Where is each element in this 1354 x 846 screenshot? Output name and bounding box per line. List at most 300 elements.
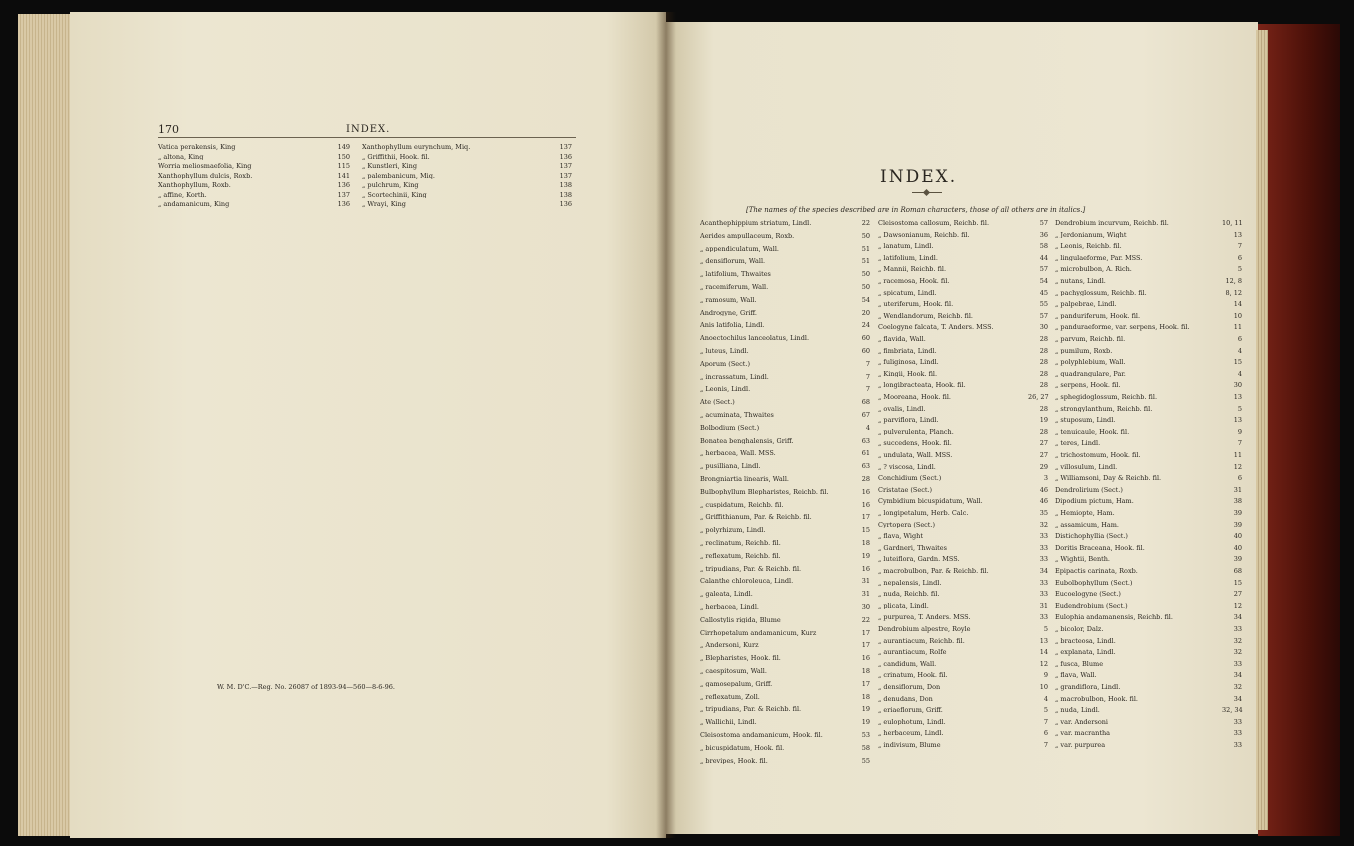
index-entry-name: „ pusilliana, Lindl. [700,463,761,470]
index-entry [700,578,870,585]
header-rule [158,137,576,138]
index-entry-page: 40 [1233,543,1242,552]
index-entry-page: 4 [1237,369,1242,378]
index-entry-name: „ ramosum, Wall. [700,296,757,304]
index-entry [878,638,1048,645]
index-entry-page: 16 [861,654,870,663]
index-entry [878,580,1048,587]
index-entry [878,429,1048,436]
index-entry-page: 28 [1039,381,1048,390]
index-entry [700,425,870,432]
index-entry-name: „ uteriferum, Hook. fil. [878,301,954,308]
index-entry-name: „ reflexatum, Reichb. fil. [700,552,781,560]
left-page-header: INDEX. [346,124,391,135]
index-entry-name: Eubolbophyllum (Sect.) [1055,579,1133,587]
index-entry-page: 28 [1039,369,1048,378]
index-entry [700,412,870,419]
index-entry-page: 150 [337,152,350,161]
index-entry-page: 10 [1233,311,1242,320]
index-entry [700,220,870,227]
index-entry-page: 31 [861,590,870,599]
index-entry [878,591,1048,598]
index-entry-page: 27 [1039,451,1048,459]
index-entry [700,642,870,649]
index-entry-page: 28 [1039,335,1048,343]
index-entry-page: 3 [1043,474,1048,483]
index-entry-page: 7 [865,385,870,394]
index-entry-page: 18 [861,539,870,547]
index-entry-name: „ eriaeflorum, Griff. [878,707,943,714]
index-entry [878,266,1048,273]
index-entry [1055,359,1242,366]
index-entry-name: Xanthophyllum dulcis, Roxb. [158,172,253,179]
index-entry-page: 11 [1233,323,1242,332]
index-entry [878,406,1048,413]
index-entry-page: 32 [1039,520,1048,529]
index-entry-page: 34 [1233,613,1242,622]
index-entry [700,450,870,457]
index-entry [878,336,1048,343]
book-edge-left [18,14,78,836]
index-entry-name: „ tenuicaule, Hook. fil. [1055,428,1130,436]
index-entry [1055,348,1242,355]
index-entry [700,438,870,445]
index-entry [700,386,870,393]
index-entry-name: „ andamanicum, King [158,201,230,208]
index-entry [878,290,1048,297]
index-entry [1055,220,1242,227]
index-entry [700,335,870,342]
index-entry-page: 32, 34 [1222,706,1243,715]
index-entry-page: 14 [1039,648,1048,657]
index-entry-name: „ palembanicum, Miq. [362,172,435,179]
index-entry-name: „ flava, Wall. [1055,672,1097,679]
index-entry-page: 8, 12 [1225,288,1242,297]
index-entry-name: „ bicuspidatum, Hook. fil. [700,744,785,752]
index-entry [1055,672,1242,679]
index-entry-page: 19 [861,705,870,714]
index-entry [158,163,350,170]
index-entry-page: 137 [337,190,350,199]
index-entry-name: „ pumilum, Roxb. [1055,347,1113,355]
index-entry-name: Calanthe chloroleuca, Lindl. [700,578,794,585]
index-entry-name: Cyrtopera (Sect.) [878,521,936,529]
index-entry-name: Anis latifolia, Lindl. [700,322,765,329]
index-entry [878,382,1048,389]
index-entry-page: 50 [861,231,870,240]
index-entry [1055,661,1242,668]
index-entry-name: „ lanatum, Lindl. [878,243,934,250]
index-entry [700,463,870,470]
index-entry [700,566,870,573]
index-entry [878,417,1048,424]
index-entry-name: Dendrolirium (Sect.) [1055,486,1123,494]
index-entry-page: 32 [1233,683,1242,691]
index-entry-name: „ Griffithianum, Par. & Reichb. fil. [700,514,812,521]
index-entry-page: 60 [861,347,870,355]
index-entry-name: Aporum (Sect.) [700,360,750,368]
index-entry [700,655,870,662]
index-entry-page: 54 [1039,277,1048,285]
index-entry [1055,278,1242,285]
index-entry-name: „ acuminata, Thwaites [700,412,774,419]
index-entry-name: Eudendrobium (Sect.) [1055,602,1128,610]
index-entry-name: „ Kingii, Hook. fil. [878,370,938,378]
index-entry-name: Coelogyne falcata, T. Anders. MSS. [878,324,994,331]
index-entry-page: 7 [865,372,870,381]
index-entry [362,192,572,199]
index-entry-page: 24 [861,321,870,330]
index-entry [1055,301,1242,308]
index-entry [1055,614,1242,621]
index-entry-name: „ fimbriata, Lindl. [878,347,937,355]
index-entry-name: „ pulverulenta, Planch. [878,428,954,436]
index-entry [362,173,572,180]
index-entry-name: Acanthephippium striatum, Lindl. [700,220,812,227]
index-entry-name: „ brevipes, Hook. fil. [700,757,768,765]
index-entry-page: 19 [861,718,870,727]
index-entry [1055,417,1242,424]
index-entry-page: 50 [861,283,870,291]
index-entry-page: 33 [1039,543,1048,552]
index-entry-name: „ Dawsonianum, Reichb. fil. [878,231,970,239]
index-entry [700,540,870,547]
index-entry-page: 67 [861,411,870,419]
index-entry-name: „ villosulum, Lindl. [1055,463,1118,471]
index-entry-page: 13 [1233,416,1242,425]
index-entry [700,348,870,355]
index-entry-page: 61 [861,449,870,458]
index-entry-name: „ candidum, Wall. [878,660,937,668]
index-entry-page: 12 [1039,659,1048,668]
index-entry-name: Eucoelogyne (Sect.) [1055,591,1121,598]
index-entry [362,201,572,208]
index-entry-name: „ latifolium, Lindl. [878,254,938,262]
index-entry [700,591,870,598]
index-entry-name: „ trichostomum, Hook. fil. [1055,452,1141,459]
index-entry-page: 10 [1039,683,1048,691]
index-entry [1055,638,1242,645]
index-entry [878,626,1048,633]
index-entry-page: 57 [1039,219,1048,227]
index-entry-page: 15 [1233,358,1242,367]
index-entry-name: „ galeata, Lindl. [700,591,753,598]
index-entry-page: 15 [1233,578,1242,587]
index-entry-page: 4 [1237,346,1242,355]
index-entry-name: „ reclinatum, Reichb. fil. [700,540,781,547]
index-entry-name: Epipactis carinata, Roxb. [1055,568,1138,575]
index-entry-name: Cleisostoma andamanicum, Hook. fil. [700,732,823,739]
index-entry-page: 7 [1237,439,1242,448]
index-entry [1055,498,1242,505]
index-entry-page: 20 [861,308,870,317]
index-entry [878,498,1048,505]
index-entry [700,719,870,726]
index-entry-page: 12, 8 [1225,277,1242,285]
index-entry-name: „ racemosa, Hook. fil. [878,278,950,285]
index-entry-name: Cleisostoma callosum, Reichb. fil. [878,220,990,227]
index-entry [878,661,1048,668]
index-entry [700,502,870,509]
index-entry-page: 18 [861,667,870,675]
index-entry [700,553,870,560]
index-entry-name: Doritis Braceana, Hook. fil. [1055,544,1145,552]
index-entry [1055,533,1242,540]
index-entry [700,745,870,752]
index-entry-name: „ Leonis, Lindl. [700,386,751,393]
index-entry-page: 30 [861,603,870,611]
index-entry-name: „ ovalis, Lindl. [878,405,926,413]
index-entry-page: 60 [861,334,870,343]
index-entry [158,192,350,199]
index-entry-page: 32 [1233,636,1242,645]
index-entry-page: 40 [1233,532,1242,541]
index-entry-name: „ Mannii, Reichb. fil. [878,266,947,273]
index-entry-page: 136 [559,200,572,208]
index-entry-page: 137 [559,143,572,151]
index-entry [878,730,1048,737]
index-entry-page: 28 [861,475,870,483]
index-entry-name: „ Wrayi, King [362,201,406,208]
index-entry [878,522,1048,529]
index-entry-name: „ lingulaeforme, Par. MSS. [1055,254,1143,262]
index-entry [700,706,870,713]
index-entry-name: „ herbaceum, Lindl. [878,730,944,737]
index-entry [1055,475,1242,482]
index-entry-name: Xanthophyllum eurynchum, Miq. [362,144,471,151]
index-entry [878,556,1048,563]
index-entry-name: „ var. purpurea [1055,742,1106,749]
index-entry-page: 12 [1233,462,1242,471]
index-entry-name: „ Scortechinii, King [362,191,427,198]
index-entry-page: 12 [1233,601,1242,610]
index-entry-name: Callostylis rigida, Blume [700,616,781,624]
index-entry-page: 51 [861,257,870,266]
printer-imprint: W. M. D'C.—Reg. No. 26087 of 1893-94—560—8-6-96. [217,683,395,691]
index-entry [1055,696,1242,703]
index-entry-page: 44 [1039,253,1048,262]
index-entry [158,201,350,208]
index-entry [878,707,1048,714]
index-entry-page: 30 [1233,381,1242,390]
index-entry-page: 31 [1233,485,1242,494]
index-entry [1055,568,1242,575]
index-entry [700,322,870,329]
index-entry-page: 11 [1233,451,1242,459]
index-entry-page: 22 [861,219,870,227]
index-entry-page: 137 [559,162,572,170]
index-entry-page: 57 [1039,265,1048,274]
index-entry-page: 6 [1043,729,1048,738]
index-entry-page: 46 [1039,497,1048,506]
index-entry-page: 17 [861,513,870,522]
index-entry-page: 5 [1043,706,1048,715]
index-entry-page: 46 [1039,485,1048,494]
index-entry [1055,510,1242,517]
index-entry-name: „ strongylanthum, Reichb. fil. [1055,405,1153,413]
index-entry [878,255,1048,262]
index-entry-page: 5 [1043,625,1048,633]
index-entry-name: „ luteiflora, Gardn. MSS. [878,556,960,563]
index-entry-name: „ aurantiacum, Reichb. fil. [878,637,965,645]
index-entry [878,394,1048,401]
index-entry-page: 33 [1039,590,1048,599]
index-entry [878,719,1048,726]
index-entry-name: „ var. Andersoni [1055,718,1109,726]
index-entry-name: „ macrobulbon, Par. & Reichb. fil. [878,568,989,575]
index-entry-name: „ Gardneri, Thwaites [878,544,947,552]
index-entry [1055,406,1242,413]
index-entry-name: Bonatea benghalensis, Griff. [700,437,794,445]
index-entry [878,545,1048,552]
index-entry-name: „ luteus, Lindl. [700,348,749,355]
index-entry-name: „ sphegidoglossum, Reichb. fil. [1055,394,1158,401]
index-note: [The names of the species described are in Roman characters, those of all others are in italics.] [746,206,1086,214]
index-entry [878,603,1048,610]
index-entry [1055,290,1242,297]
index-entry [878,440,1048,447]
index-entry-page: 33 [1233,741,1242,749]
page-number: 170 [158,123,179,136]
index-entry [1055,626,1242,633]
index-entry-page: 17 [861,641,870,650]
index-entry-name: „ tripudians, Par. & Reichb. fil. [700,706,802,713]
index-entry-name: „ plicata, Lindl. [878,602,929,610]
index-entry-page: 5 [1237,265,1242,274]
index-entry-name: „ explanata, Lindl. [1055,649,1116,656]
index-entry [1055,243,1242,250]
index-entry-page: 39 [1233,555,1242,564]
index-entry [700,310,870,317]
index-entry-name: Aerides ampullaceum, Roxb. [700,232,795,240]
index-entry-page: 68 [861,398,870,407]
index-entry [700,758,870,765]
index-entry [1055,266,1242,273]
index-entry-name: „ Wendlandorum, Reichb. fil. [878,312,974,320]
index-entry [1055,707,1242,714]
index-entry-name: „ purpurea, T. Anders. MSS. [878,614,971,621]
index-entry-name: „ flavida, Wall. [878,336,926,343]
index-entry-name: „ fuliginosa, Lindl. [878,359,939,366]
index-entry-page: 63 [861,462,870,471]
index-entry [700,514,870,521]
index-entry-name: Brongniartia linearis, Wall. [700,476,789,483]
index-entry [1055,742,1242,749]
index-entry-page: 16 [861,487,870,496]
index-entry [1055,603,1242,610]
index-entry-name: „ nuda, Lindl. [1055,707,1100,714]
index-entry [700,694,870,701]
index-entry-page: 9 [1237,427,1242,436]
index-entry [1055,522,1242,529]
index-entry-page: 33 [1233,625,1242,633]
index-entry [1055,730,1242,737]
index-entry [700,399,870,406]
index-entry-page: 33 [1039,555,1048,564]
index-entry-page: 136 [337,200,350,208]
index-entry [700,732,870,739]
index-entry [700,233,870,240]
index-entry-page: 28 [1039,346,1048,355]
index-entry-name: Dendrobium incurvum, Reichb. fil. [1055,220,1169,227]
index-entry-name: „ affine, Korth. [158,191,207,198]
index-entry [700,258,870,265]
index-entry [158,154,350,161]
index-entry-page: 31 [1039,601,1048,610]
index-entry-name: „ nuda, Reichb. fil. [878,591,940,598]
index-entry-page: 5 [1237,404,1242,413]
index-entry-name: „ longibracteata, Hook. fil. [878,382,966,389]
index-entry-page: 15 [861,526,870,535]
index-entry-page: 7 [1237,242,1242,251]
index-entry-page: 33 [1233,717,1242,726]
index-entry [878,742,1048,749]
index-entry-page: 53 [861,731,870,739]
index-entry-name: Anoectochilus lanceolatus, Lindl. [700,335,810,342]
index-entry-name: Dipodium pictum, Ham. [1055,498,1134,505]
index-entry [1055,464,1242,471]
index-entry [878,359,1048,366]
index-entry [1055,649,1242,656]
index-entry-name: Dendrobium alpestre, Royle [878,626,971,633]
index-entry-page: 68 [1233,567,1242,575]
index-entry-page: 17 [861,679,870,688]
index-entry [878,672,1048,679]
index-entry-name: „ racemiferum, Wall. [700,284,769,291]
index-entry [878,220,1048,227]
index-entry-page: 4 [1043,694,1048,703]
index-entry [878,464,1048,471]
index-entry-page: 7 [1043,741,1048,749]
index-entry-page: 45 [1039,288,1048,297]
book-edge-right [1256,30,1268,830]
index-entry-page: 136 [337,181,350,189]
index-entry-name: „ ? viscosa, Lindl. [878,463,936,471]
index-entry-page: 4 [865,423,870,432]
index-entry-name: Conchidium (Sect.) [878,475,942,482]
index-entry [878,568,1048,575]
index-entry-name: „ Wightii, Benth. [1055,556,1111,563]
index-entry [1055,719,1242,726]
index-entry [1055,313,1242,320]
index-entry-page: 26, 27 [1028,393,1049,401]
title-ornament [912,192,942,193]
index-entry-name: „ Mooreana, Hook. fil. [878,394,951,401]
index-entry-name: „ microbulbon, A. Rich. [1055,266,1132,273]
index-entry-page: 33 [1039,613,1048,622]
index-entry [362,182,572,189]
index-entry-page: 31 [861,577,870,586]
index-entry [1055,684,1242,691]
index-entry-page: 55 [861,756,870,765]
index-entry [700,527,870,534]
index-entry-name: „ grandiflora, Lindl. [1055,684,1121,691]
index-entry [878,487,1048,494]
index-entry-page: 13 [1233,393,1242,401]
index-entry-page: 28 [1039,358,1048,367]
index-entry-name: „ panduriferum, Hook. fil. [1055,312,1141,320]
index-entry-page: 7 [1043,717,1048,726]
index-entry-page: 39 [1233,509,1242,517]
index-entry [1055,255,1242,262]
index-title: INDEX. [880,167,958,187]
index-entry-name: „ fusca, Blume [1055,660,1104,668]
index-entry [878,614,1048,621]
index-entry-page: 39 [1233,520,1242,529]
index-entry [1055,545,1242,552]
index-entry-name: Cirrhopetalum andamanicum, Kurz [700,629,817,637]
index-entry-page: 55 [1039,300,1048,309]
